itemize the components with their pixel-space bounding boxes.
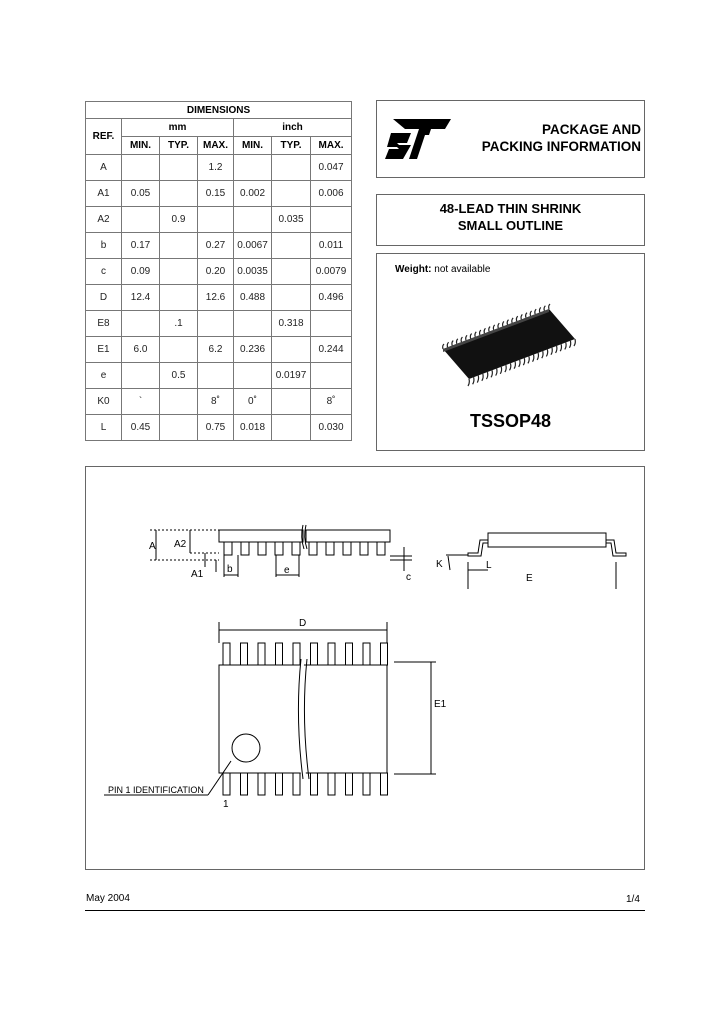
- value-cell: [272, 285, 311, 311]
- table-title: DIMENSIONS: [86, 102, 352, 119]
- dim-label-b: b: [227, 564, 233, 575]
- dim-label-K: K: [436, 559, 443, 570]
- value-cell: 0.002: [234, 181, 272, 207]
- sub-header: MIN.: [122, 137, 160, 155]
- dim-label-E1: E1: [434, 699, 447, 710]
- value-cell: 0.05: [122, 181, 160, 207]
- sub-header: MIN.: [234, 137, 272, 155]
- value-cell: [234, 207, 272, 233]
- ref-cell: b: [86, 233, 122, 259]
- ref-header: REF.: [86, 119, 122, 155]
- weight-value: not available: [434, 264, 491, 275]
- dim-label-A: A: [149, 541, 156, 552]
- package-title-line2: SMALL OUTLINE: [457, 218, 564, 233]
- value-cell: [160, 181, 198, 207]
- value-cell: [311, 311, 352, 337]
- value-cell: 0.006: [311, 181, 352, 207]
- dim-label-c: c: [406, 572, 411, 583]
- value-cell: [198, 207, 234, 233]
- value-cell: 0.011: [311, 233, 352, 259]
- value-cell: 0.318: [272, 311, 311, 337]
- table-row: [86, 415, 352, 441]
- dim-label-L: L: [486, 560, 492, 571]
- value-cell: 8˚: [311, 389, 352, 415]
- value-cell: 0˚: [234, 389, 272, 415]
- value-cell: [122, 311, 160, 337]
- footer-date: May 2004: [86, 893, 130, 904]
- value-cell: [272, 415, 311, 441]
- value-cell: 0.17: [122, 233, 160, 259]
- value-cell: .1: [160, 311, 198, 337]
- table-row: [86, 337, 352, 363]
- table-row: [86, 363, 352, 389]
- value-cell: 12.6: [198, 285, 234, 311]
- dim-label-D: D: [299, 618, 307, 629]
- value-cell: [122, 155, 160, 181]
- value-cell: [160, 285, 198, 311]
- ref-cell: L: [86, 415, 122, 441]
- value-cell: 0.047: [311, 155, 352, 181]
- table-row: [86, 207, 352, 233]
- dim-label-e: e: [284, 565, 290, 576]
- ref-cell: D: [86, 285, 122, 311]
- table-row: [86, 389, 352, 415]
- value-cell: 0.0079: [311, 259, 352, 285]
- ref-cell: e: [86, 363, 122, 389]
- value-cell: 0.0197: [272, 363, 311, 389]
- value-cell: [234, 311, 272, 337]
- value-cell: [198, 311, 234, 337]
- value-cell: 0.030: [311, 415, 352, 441]
- package-name: TSSOP48: [469, 411, 552, 431]
- pin1-number: 1: [223, 799, 229, 810]
- value-cell: [160, 415, 198, 441]
- page-number: 1/4: [626, 894, 640, 905]
- value-cell: [160, 233, 198, 259]
- mechanical-drawing: [86, 467, 644, 869]
- value-cell: 0.0067: [234, 233, 272, 259]
- sub-header: TYP.: [160, 137, 198, 155]
- end-view: [446, 533, 626, 589]
- value-cell: [234, 363, 272, 389]
- mm-header: mm: [122, 119, 234, 137]
- table-row: [86, 285, 352, 311]
- ref-cell: K0: [86, 389, 122, 415]
- value-cell: [272, 389, 311, 415]
- dimensions-table: [85, 101, 352, 441]
- footer-divider: [85, 910, 645, 911]
- value-cell: 0.9: [160, 207, 198, 233]
- dim-label-A1: A1: [191, 569, 204, 580]
- package-image: [437, 299, 587, 389]
- value-cell: [122, 363, 160, 389]
- value-cell: 0.236: [234, 337, 272, 363]
- value-cell: 12.4: [122, 285, 160, 311]
- dim-label-A2: A2: [174, 539, 187, 550]
- value-cell: 0.035: [272, 207, 311, 233]
- value-cell: [160, 155, 198, 181]
- value-cell: [122, 207, 160, 233]
- value-cell: 0.244: [311, 337, 352, 363]
- value-cell: 6.0: [122, 337, 160, 363]
- sub-header: MAX.: [311, 137, 352, 155]
- value-cell: 0.0035: [234, 259, 272, 285]
- table-row: [86, 233, 352, 259]
- header-box: [376, 100, 645, 178]
- value-cell: 6.2: [198, 337, 234, 363]
- value-cell: [272, 259, 311, 285]
- sub-header: MAX.: [198, 137, 234, 155]
- value-cell: [198, 363, 234, 389]
- value-cell: [234, 155, 272, 181]
- inch-header: inch: [234, 119, 352, 137]
- table-row: [86, 155, 352, 181]
- value-cell: 0.5: [160, 363, 198, 389]
- ref-cell: E1: [86, 337, 122, 363]
- value-cell: 8˚: [198, 389, 234, 415]
- value-cell: 0.45: [122, 415, 160, 441]
- side-view: [150, 525, 412, 577]
- value-cell: [311, 363, 352, 389]
- value-cell: [160, 259, 198, 285]
- drawing-box: [85, 466, 645, 870]
- weight-label: Weight:: [395, 264, 432, 275]
- value-cell: 0.496: [311, 285, 352, 311]
- value-cell: [160, 389, 198, 415]
- value-cell: 0.75: [198, 415, 234, 441]
- package-title-box: [376, 194, 645, 246]
- dim-label-E: E: [526, 573, 533, 584]
- st-logo-icon: [385, 115, 457, 163]
- ref-cell: E8: [86, 311, 122, 337]
- pin1-identification-label: PIN 1 IDENTIFICATION: [108, 785, 204, 795]
- value-cell: [311, 207, 352, 233]
- value-cell: [272, 181, 311, 207]
- value-cell: `: [122, 389, 160, 415]
- value-cell: [272, 155, 311, 181]
- value-cell: [272, 233, 311, 259]
- ref-cell: c: [86, 259, 122, 285]
- package-title-line1: 48-LEAD THIN SHRINK: [439, 201, 582, 216]
- sub-header: TYP.: [272, 137, 311, 155]
- table-row: [86, 259, 352, 285]
- header-title-line2: PACKING INFORMATION: [481, 139, 641, 154]
- ref-cell: A1: [86, 181, 122, 207]
- value-cell: [160, 337, 198, 363]
- header-title: [455, 121, 641, 155]
- value-cell: 0.09: [122, 259, 160, 285]
- ref-cell: A2: [86, 207, 122, 233]
- ref-cell: A: [86, 155, 122, 181]
- value-cell: 0.20: [198, 259, 234, 285]
- value-cell: 0.15: [198, 181, 234, 207]
- value-cell: 0.27: [198, 233, 234, 259]
- table-row: [86, 311, 352, 337]
- value-cell: 0.488: [234, 285, 272, 311]
- top-view: [104, 622, 436, 795]
- value-cell: 1.2: [198, 155, 234, 181]
- package-image-box: [376, 253, 645, 451]
- table-row: [86, 181, 352, 207]
- header-title-line1: PACKAGE AND: [541, 122, 641, 137]
- value-cell: [272, 337, 311, 363]
- weight-info: [395, 264, 490, 275]
- value-cell: 0.018: [234, 415, 272, 441]
